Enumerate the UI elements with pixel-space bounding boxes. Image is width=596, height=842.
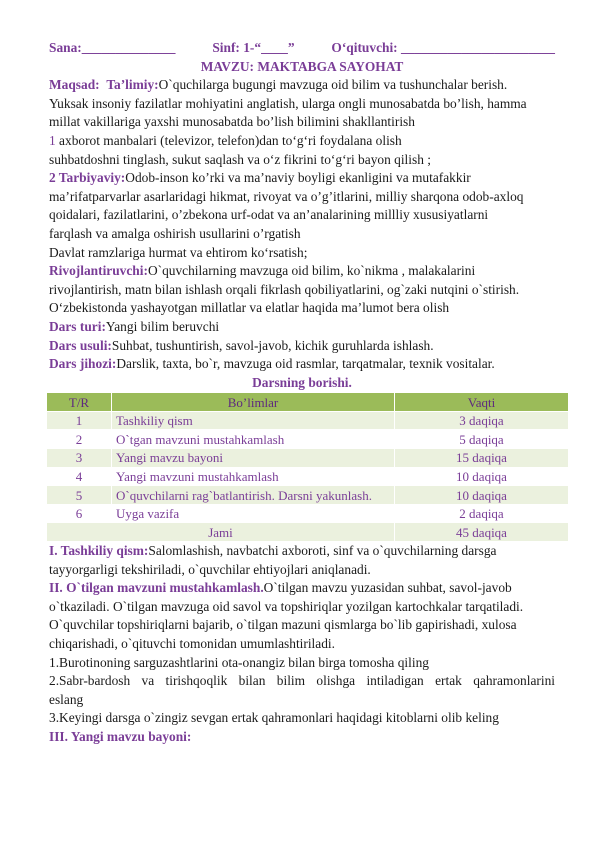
rivoj-label: Rivojlantiruvchi: — [49, 263, 148, 279]
row-time: 10 daqiqa — [395, 467, 569, 486]
plan-title: Darsning borishi. — [252, 374, 352, 390]
talimiy-line-3: millat vakillariga yaxshi munosabatda bo’lish bilimini shakllantirish — [49, 114, 415, 130]
goal-item-1 — [49, 132, 555, 151]
table-row — [47, 449, 569, 468]
row-section: Yangi mavzu bayoni — [112, 449, 395, 468]
section-1-label: I. Tashkiliy qism: — [49, 543, 149, 559]
homework-item-2-line-2: eslang — [49, 691, 84, 707]
section-2-text: O`tilgan mavzu yuzasidan suhbat, savol-javob — [263, 580, 512, 596]
table-row — [47, 411, 569, 430]
section-3-label: III. Yangi mavzu bayoni: — [49, 728, 192, 744]
tarbiyaviy-line-2: ma’rifatparvarlar asarlaridagi hikmat, rivoyat va o’g’itlarini, milliy sharqona odob-axloq — [49, 188, 524, 204]
row-number: 5 — [47, 486, 112, 505]
rivoj-text: O`quvchilarning mavzuga oid bilim, ko`nikma , malakalarini — [147, 263, 476, 279]
teacher-field: O‘qituvchi: _______________________ — [331, 40, 555, 55]
row-number: 4 — [47, 467, 112, 486]
row-section: Yangi mavzuni mustahkamlash — [112, 467, 395, 486]
table-row — [47, 467, 569, 486]
row-time: 2 daqiqa — [395, 504, 569, 523]
table-total-row — [47, 523, 569, 542]
talimiy-line-1 — [49, 76, 555, 95]
homework-item-1: 1.Burotinoning sarguzashtlarini ota-onangiz bilan birga tomosha qiling — [49, 654, 429, 670]
lesson-plan-table — [46, 392, 569, 542]
row-number: 1 — [47, 411, 112, 430]
section-2-line-1 — [49, 579, 555, 598]
goal-item-1-line-2: suhbatdoshni tinglash, sukut saqlash va o‘z fikrini to‘g‘ri bayon qilish ; — [49, 151, 431, 167]
header-row — [49, 39, 555, 58]
tarbiyaviy-line-3: qoidalari, fazilatlarini, o’zbekona urf-odat va an’analarining millliy xususiyatlarni — [49, 207, 489, 223]
header-sections: Bo’limlar — [112, 393, 395, 412]
row-section: Tashkiliy qism — [112, 411, 395, 430]
dars-turi-value: Yangi bilim beruvchi — [105, 318, 220, 334]
goal-item-1-number: 1 — [49, 132, 56, 148]
row-number: 6 — [47, 504, 112, 523]
header-tr: T/R — [47, 393, 112, 412]
row-time: 3 daqiqa — [395, 411, 569, 430]
tarbiyaviy-line-5: Davlat ramzlariga hurmat va ehtirom ko‘rsatish; — [49, 244, 308, 260]
dars-usuli-label: Dars usuli: — [49, 337, 112, 353]
dars-usuli — [49, 337, 555, 356]
table-row — [47, 504, 569, 523]
lesson-plan — [49, 39, 555, 747]
homework-item-3: 3.Keyingi darsga o`zingiz sevgan ertak qahramonlari haqidagi kitoblarni olib keling — [49, 710, 499, 726]
talimiy-label: Ta’limiy: — [106, 77, 159, 93]
row-number: 2 — [47, 430, 112, 449]
total-value: 45 daqiqa — [395, 523, 569, 542]
table-row — [47, 486, 569, 505]
header-time: Vaqti — [395, 393, 569, 412]
goal-item-1-text: axborot manbalari (televizor, telefon)dan to‘g‘ri foydalana olish — [55, 132, 402, 148]
dars-usuli-value: Suhbat, tushuntirish, savol-javob, kichik guruhlarda ishlash. — [111, 337, 434, 353]
row-section: O`tgan mavzuni mustahkamlash — [112, 430, 395, 449]
row-section: O`quvchilarni rag`batlantirish. Darsni yakunlash. — [112, 486, 395, 505]
table-header-row — [47, 393, 569, 412]
row-time: 5 daqiqa — [395, 430, 569, 449]
row-time: 15 daqiqa — [395, 449, 569, 468]
table-row — [47, 430, 569, 449]
tarbiyaviy-line-4: farqlash va amalga oshirish usullarini o’rgatish — [49, 225, 301, 241]
date-field: Sana:______________ — [49, 40, 176, 55]
rivoj-line-2: rivojlantirish, matn bilan ishlash orqali fikrlash qobiliyatlarini, og`zaki nutqini o`stirish. — [49, 281, 520, 297]
maqsad-label: Maqsad: — [49, 77, 100, 93]
section-2-line-3: O`quvchilar topshiriqlarni bajarib, o`tilgan mazuni qismlarga bo`lib gapirishadi, xulosa — [49, 617, 517, 633]
dars-jihozi-label: Dars jihozi: — [49, 356, 117, 372]
section-1-line-1 — [49, 542, 555, 561]
section-2-line-2: o`tkaziladi. O`tilgan mavzuga oid savol va topshiriqlar yozilgan kartochkalar tarqatiladi. — [49, 598, 524, 614]
tarbiyaviy-label: 2 Tarbiyaviy: — [49, 170, 126, 186]
dars-turi — [49, 318, 555, 337]
rivoj-line-1 — [49, 262, 555, 281]
dars-turi-label: Dars turi: — [49, 318, 106, 334]
total-label: Jami — [47, 523, 395, 542]
homework-item-2: 2.Sabr-bardosh va tirishqoqlik bilan bilim olishga intiladigan ertak qahramonlarini — [49, 673, 555, 689]
section-2-line-4: chiqarishadi, o`qituvchi tomonidan umumlashtiriladi. — [49, 636, 335, 651]
row-time: 10 daqiqa — [395, 486, 569, 505]
talimiy-text: O`quchilarga bugungi mavzuga oid bilim va tushunchalar berish. — [158, 77, 508, 93]
section-2-label: II. O`tilgan mavzuni mustahkamlash. — [49, 580, 264, 596]
tarbiyaviy-line-1 — [49, 169, 555, 188]
topic-title: MAVZU: MAKTABGA SAYOHAT — [200, 58, 404, 74]
dars-jihozi-value: Darslik, taxta, bo`r, mavzuga oid rasmlar, tarqatmalar, texnik vositalar. — [116, 356, 495, 372]
dars-jihozi — [49, 355, 555, 374]
talimiy-line-2: Yuksak insoniy fazilatlar mohiyatini anglatish, ularga ongli munosabatda bo’lish, hamma — [49, 95, 527, 111]
tarbiyaviy-text: Odob-inson ko’rki va ma’naviy boyligi ekanligini va mutafakkir — [125, 170, 471, 186]
rivoj-line-3: O‘zbekistonda yashayotgan millatlar va elatlar haqida ma’lumot bera olish — [49, 300, 450, 316]
section-1-text: Salomlashish, navbatchi axboroti, sinf va o`quvchilarning darsga — [148, 543, 497, 559]
grade-field: Sinf: 1-“____” — [212, 40, 295, 55]
row-number: 3 — [47, 449, 112, 468]
row-section: Uyga vazifa — [112, 504, 395, 523]
section-1-line-2: tayyorgarligi tekshiriladi, o`quvchilar ehtiyojlari aniqlanadi. — [49, 561, 371, 577]
